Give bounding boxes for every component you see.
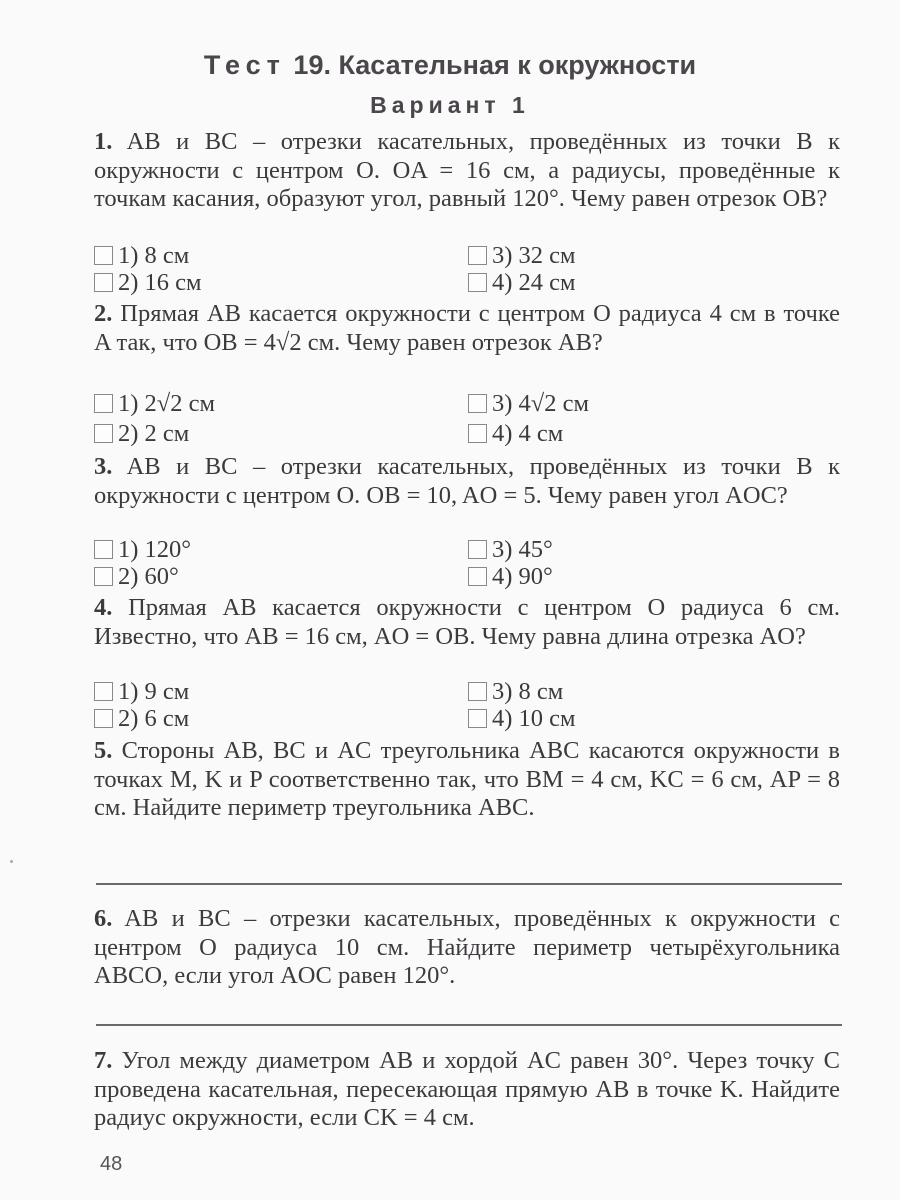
task-text: AB и BC – отрезки касательных, проведённых к окружности с центром O радиуса 10 см. Найдите периметр четырёхугольника ABCO, если угол AOC равен 120°. [94,905,840,989]
answer-option[interactable] [468,678,563,705]
answer-option[interactable] [468,563,553,590]
task-text: Стороны AB, BC и AC треугольника ABC касаются окружности в точках M, K и P соответственно так, что BM = 4 см, KC = 6 см, AP = 8 см. Найдите периметр треугольника ABC. [94,737,840,821]
answer-line[interactable] [96,1024,842,1026]
page-title [0,50,900,81]
task-text: AB и BC – отрезки касательных, проведённых из точки B к окружности с центром O. OB = 10, AO = 5. Чему равен угол AOC? [94,453,840,509]
answer-option[interactable] [94,420,189,447]
scan-speck [10,860,13,863]
checkbox[interactable] [468,567,487,586]
task-number: 1. [94,128,113,155]
variant-heading: Вариант 1 [370,92,530,118]
checkbox[interactable] [94,424,113,443]
task-4 [94,594,840,651]
checkbox[interactable] [468,273,487,292]
answer-option[interactable] [94,563,179,590]
task-number: 5. [94,737,113,764]
checkbox[interactable] [468,682,487,701]
task-text: Прямая AB касается окружности с центром O радиуса 6 см. Известно, что AB = 16 см, AO = OB. Чему равна длина отрезка AO? [94,594,840,650]
task-number: 7. [94,1047,113,1074]
task-6 [94,905,840,991]
option-label: 4) 4 см [492,420,564,447]
answer-option[interactable] [94,705,189,732]
option-label: 3) 32 см [492,242,576,269]
checkbox[interactable] [94,394,113,413]
option-label: 1) 9 см [118,678,190,705]
option-label: 3) 8 см [492,678,564,705]
answer-option[interactable] [94,242,189,269]
checkbox[interactable] [468,709,487,728]
checkbox[interactable] [468,540,487,559]
task-text: AB и BC – отрезки касательных, проведённых из точки B к окружности с центром O. OA = 16 см, а радиусы, проведённые к точкам касания, образуют угол, равный 120°. Чему равен отрезок OB? [94,128,840,212]
task-3 [94,453,840,510]
task-text: Прямая AB касается окружности с центром O радиуса 4 см в точке A так, что OB = 4√2 см. Чему равен отрезок AB? [94,300,841,356]
checkbox[interactable] [94,540,113,559]
task-2 [94,300,840,357]
task-number: 6. [94,905,113,932]
task-5 [94,737,840,823]
checkbox[interactable] [94,709,113,728]
option-label: 4) 10 см [492,705,576,732]
answer-option[interactable] [468,705,576,732]
answer-option[interactable] [468,242,576,269]
task-text: Угол между диаметром AB и хордой AC равен 30°. Через точку C проведена касательная, пересекающая прямую AB в точке K. Найдите радиус окружности, если CK = 4 см. [94,1047,840,1131]
answer-option[interactable] [94,269,202,296]
checkbox[interactable] [468,394,487,413]
option-label: 3) 45° [492,536,553,563]
answer-option[interactable] [468,269,576,296]
task-number: 4. [94,594,113,621]
answer-option[interactable] [468,390,589,417]
checkbox[interactable] [94,246,113,265]
option-label: 1) 120° [118,536,192,563]
option-label: 2) 6 см [118,705,190,732]
checkbox[interactable] [468,246,487,265]
option-label: 2) 2 см [118,420,190,447]
option-label: 4) 90° [492,563,553,590]
title-prefix: Тест [203,50,286,80]
answer-option[interactable] [94,678,189,705]
answer-option[interactable] [468,536,553,563]
option-label: 2) 60° [118,563,179,590]
task-7 [94,1047,840,1133]
checkbox[interactable] [468,424,487,443]
option-label: 4) 24 см [492,269,576,296]
checkbox[interactable] [94,682,113,701]
answer-line[interactable] [96,883,842,885]
option-label: 1) 2√2 см [118,390,215,417]
title-rest: 19. Касательная к окружности [293,50,697,80]
page-number: 48 [100,1153,123,1175]
checkbox[interactable] [94,567,113,586]
answer-option[interactable] [94,390,215,417]
checkbox[interactable] [94,273,113,292]
task-1 [94,128,840,214]
answer-option[interactable] [468,420,563,447]
option-label: 2) 16 см [118,269,202,296]
task-number: 3. [94,453,113,480]
option-label: 3) 4√2 см [492,390,589,417]
option-label: 1) 8 см [118,242,190,269]
task-number: 2. [94,300,113,327]
answer-option[interactable] [94,536,191,563]
